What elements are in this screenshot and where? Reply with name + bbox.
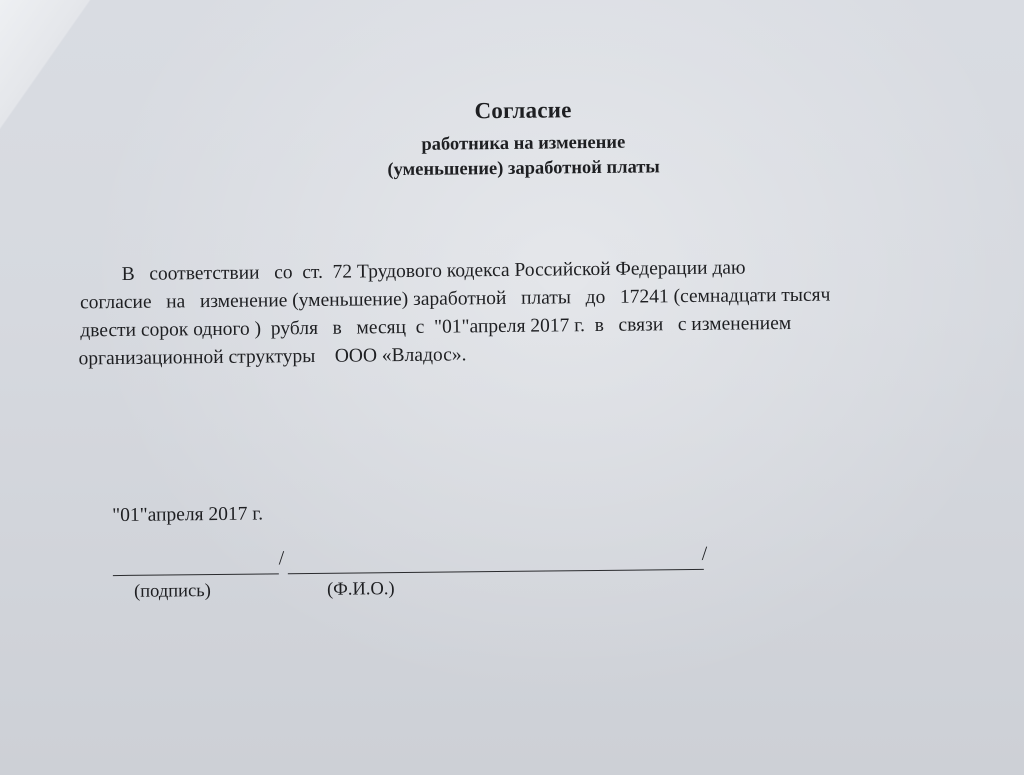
paragraph-line: В соответствии со ст. 72 Трудового кодекса Российской Федерации даю (121, 257, 746, 285)
full-name-blank-line (288, 569, 704, 574)
signature-row (113, 543, 713, 579)
document-title: Согласие (474, 97, 572, 124)
signature-caption: (подпись) (133, 581, 211, 602)
paragraph-line: двести сорок одного ) рубля в месяц с "01"апреля 2017 г. в связи с изменением (80, 312, 792, 342)
document-subtitle-line-1: работника на изменение (421, 132, 626, 155)
paragraph-line: организационной структуры ООО «Владос». (78, 344, 467, 370)
full-name-caption: (Ф.И.О.) (326, 579, 395, 600)
separator-slash: / (701, 542, 708, 565)
signature-blank-line (113, 573, 279, 576)
document-date: "01"апреля 2017 г. (112, 503, 264, 527)
document-subtitle-line-2: (уменьшение) заработной платы (387, 157, 660, 181)
separator-slash: / (278, 547, 285, 570)
paragraph-line: согласие на изменение (уменьшение) заработной платы до 17241 (семнадцати тысяч (79, 284, 831, 314)
